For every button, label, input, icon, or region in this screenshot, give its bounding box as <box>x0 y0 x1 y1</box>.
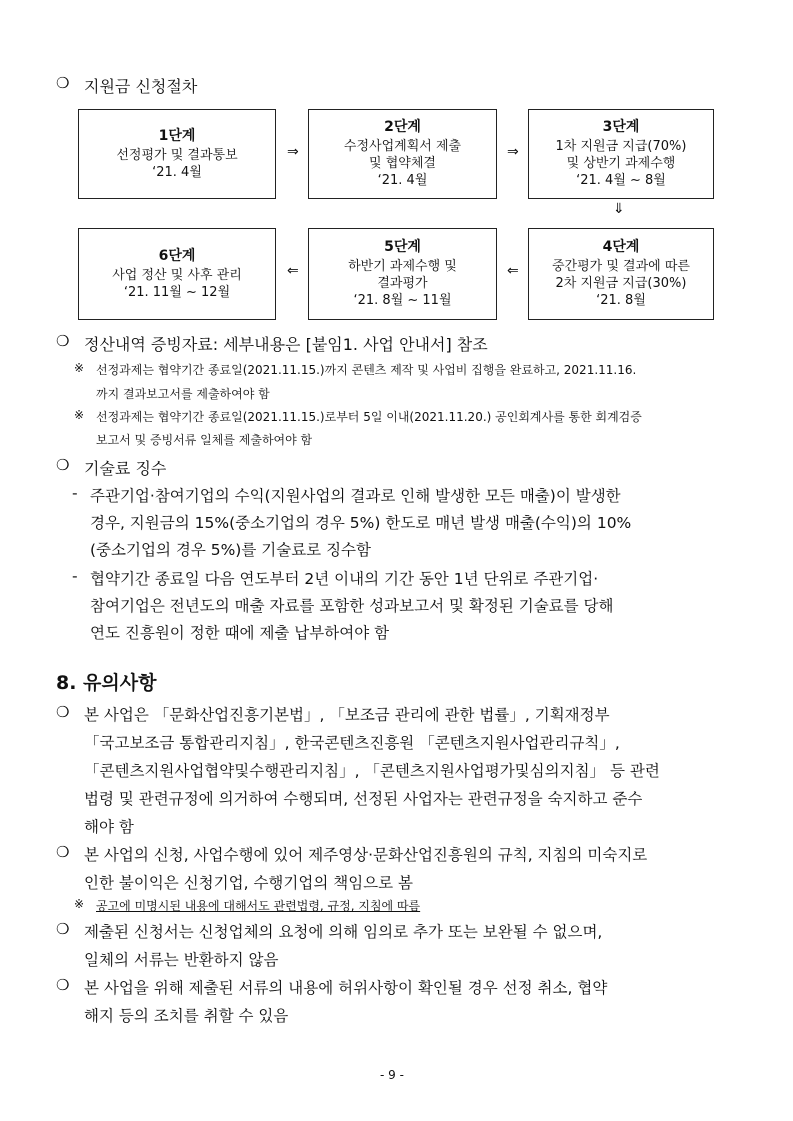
reference-mark-icon: ※ <box>74 361 85 375</box>
step-4-line: 중간평가 및 결과에 따른 <box>552 259 690 274</box>
notice-line: 본 사업을 위해 제출된 서류의 내용에 허위사항이 확인될 경우 선정 취소, 협약 <box>84 979 608 997</box>
step-5-line: 결과평가 <box>377 276 428 291</box>
step-3-line: 및 상반기 과제수행 <box>566 156 676 171</box>
step-3-line: ‘21. 4월 ~ 8월 <box>576 173 666 188</box>
procedure-heading: 지원금 신청절차 <box>84 77 198 96</box>
notice-line: 해지 등의 조치를 취할 수 있음 <box>84 1007 289 1025</box>
bullet-circle-icon: ❍ <box>56 843 70 861</box>
step-3-box <box>528 109 714 199</box>
step-2-title: 2단계 <box>384 119 421 135</box>
notice-line: 「콘텐츠지원사업협약및수행관리지침」, 「콘텐츠지원사업평가및심의지침」 등 관련 <box>84 762 660 780</box>
dash-bullet: - <box>72 484 78 502</box>
fee-item-line: (중소기업의 경우 5%)를 기술료로 징수함 <box>90 541 371 559</box>
step-4-line: ‘21. 8월 <box>596 293 646 308</box>
step-4-title: 4단계 <box>602 239 640 255</box>
section-8-title: 8. 유의사항 <box>56 672 157 694</box>
step-1-title: 1단계 <box>158 127 196 144</box>
fee-heading: 기술료 징수 <box>84 459 167 478</box>
step-5-title: 5단계 <box>384 239 421 255</box>
arrow-left-icon: ⇐ <box>287 263 299 279</box>
step-6-box <box>78 228 276 320</box>
step-1-line: 선정평가 및 결과통보 <box>116 147 238 163</box>
step-6-line: 사업 정산 및 사후 관리 <box>112 267 242 283</box>
bullet-circle-icon: ❍ <box>56 920 70 938</box>
settlement-note-line: 선정과제는 협약기간 종료일(2021.11.15.)로부터 5일 이내(2021.11.20.) 공인회계사를 통한 회계검증 <box>96 410 642 424</box>
step-2-line: 및 협약체결 <box>369 156 436 171</box>
bullet-circle-icon: ❍ <box>56 74 70 92</box>
step-4-box <box>528 228 714 320</box>
notice-line: 본 사업은 「문화산업진흥기본법」, 「보조금 관리에 관한 법률」, 기획재정부 <box>84 706 610 724</box>
notice-note: 공고에 미명시된 내용에 대해서도 관련법령, 규정, 지침에 따름 <box>96 899 421 913</box>
step-4-line: 2차 지원금 지급(30%) <box>555 276 687 291</box>
reference-mark-icon: ※ <box>74 408 85 422</box>
step-1-box <box>78 109 276 199</box>
bullet-circle-icon: ❍ <box>56 703 70 721</box>
reference-mark-icon: ※ <box>74 897 85 911</box>
settlement-note-line: 까지 결과보고서를 제출하여야 함 <box>96 387 270 401</box>
step-5-line: ‘21. 8월 ~ 11월 <box>353 293 452 308</box>
settlement-heading: 정산내역 증빙자료: 세부내용은 [붙임1. 사업 안내서] 참조 <box>84 335 488 354</box>
fee-item-line: 경우, 지원금의 15%(중소기업의 경우 5%) 한도로 매년 발생 매출(수익)의 10% <box>90 514 632 532</box>
settlement-note-line: 선정과제는 협약기간 종료일(2021.11.15.)까지 콘텐츠 제작 및 사업비 집행을 완료하고, 2021.11.16. <box>96 363 637 377</box>
step-5-box <box>308 228 497 320</box>
notice-line: 본 사업의 신청, 사업수행에 있어 제주영상·문화산업진흥원의 규칙, 지침의 미숙지로 <box>84 846 648 864</box>
bullet-circle-icon: ❍ <box>56 976 70 994</box>
notice-line: 제출된 신청서는 신청업체의 요청에 의해 임의로 추가 또는 보완될 수 없으며, <box>84 923 603 941</box>
arrow-down-icon: ⇓ <box>613 201 625 217</box>
page-number: - 9 - <box>380 1068 404 1082</box>
dash-bullet: - <box>72 567 78 585</box>
step-3-title: 3단계 <box>602 119 640 135</box>
notice-line: 「국고보조금 통합관리지침」, 한국콘텐츠진흥원 「콘텐츠지원사업관리규칙」, <box>84 734 620 752</box>
step-2-line: ‘21. 4월 <box>377 173 428 188</box>
step-3-line: 1차 지원금 지급(70%) <box>555 139 687 154</box>
notice-line: 일체의 서류는 반환하지 않음 <box>84 951 279 969</box>
fee-item-line: 연도 진흥원이 정한 때에 제출 납부하여야 함 <box>90 624 390 642</box>
notice-line: 법령 및 관련규정에 의거하여 수행되며, 선정된 사업자는 관련규정을 숙지하고 준수 <box>84 790 643 808</box>
settlement-note-line: 보고서 및 증빙서류 일체를 제출하여야 함 <box>96 433 313 447</box>
notice-line: 인한 불이익은 신청기업, 수행기업의 책임으로 봄 <box>84 874 414 892</box>
fee-item-line: 협약기간 종료일 다음 연도부터 2년 이내의 기간 동안 1년 단위로 주관기업· <box>90 570 599 588</box>
bullet-circle-icon: ❍ <box>56 332 70 350</box>
step-6-line: ‘21. 11월 ~ 12월 <box>123 284 231 300</box>
step-1-line: ‘21. 4월 <box>152 164 202 180</box>
step-2-line: 수정사업계획서 제출 <box>343 139 462 154</box>
step-5-line: 하반기 과제수행 및 <box>348 259 457 274</box>
step-6-title: 6단계 <box>158 247 196 264</box>
bullet-circle-icon: ❍ <box>56 456 70 474</box>
arrow-right-icon: ⇒ <box>507 144 519 160</box>
fee-item-line: 주관기업·참여기업의 수익(지원사업의 결과로 인해 발생한 모든 매출)이 발생한 <box>90 487 621 505</box>
arrow-right-icon: ⇒ <box>287 144 299 160</box>
step-2-box <box>308 109 497 199</box>
fee-item-line: 참여기업은 전년도의 매출 자료를 포함한 성과보고서 및 확정된 기술료를 당해 <box>90 597 614 615</box>
arrow-left-icon: ⇐ <box>507 263 519 279</box>
notice-line: 해야 함 <box>84 818 134 836</box>
